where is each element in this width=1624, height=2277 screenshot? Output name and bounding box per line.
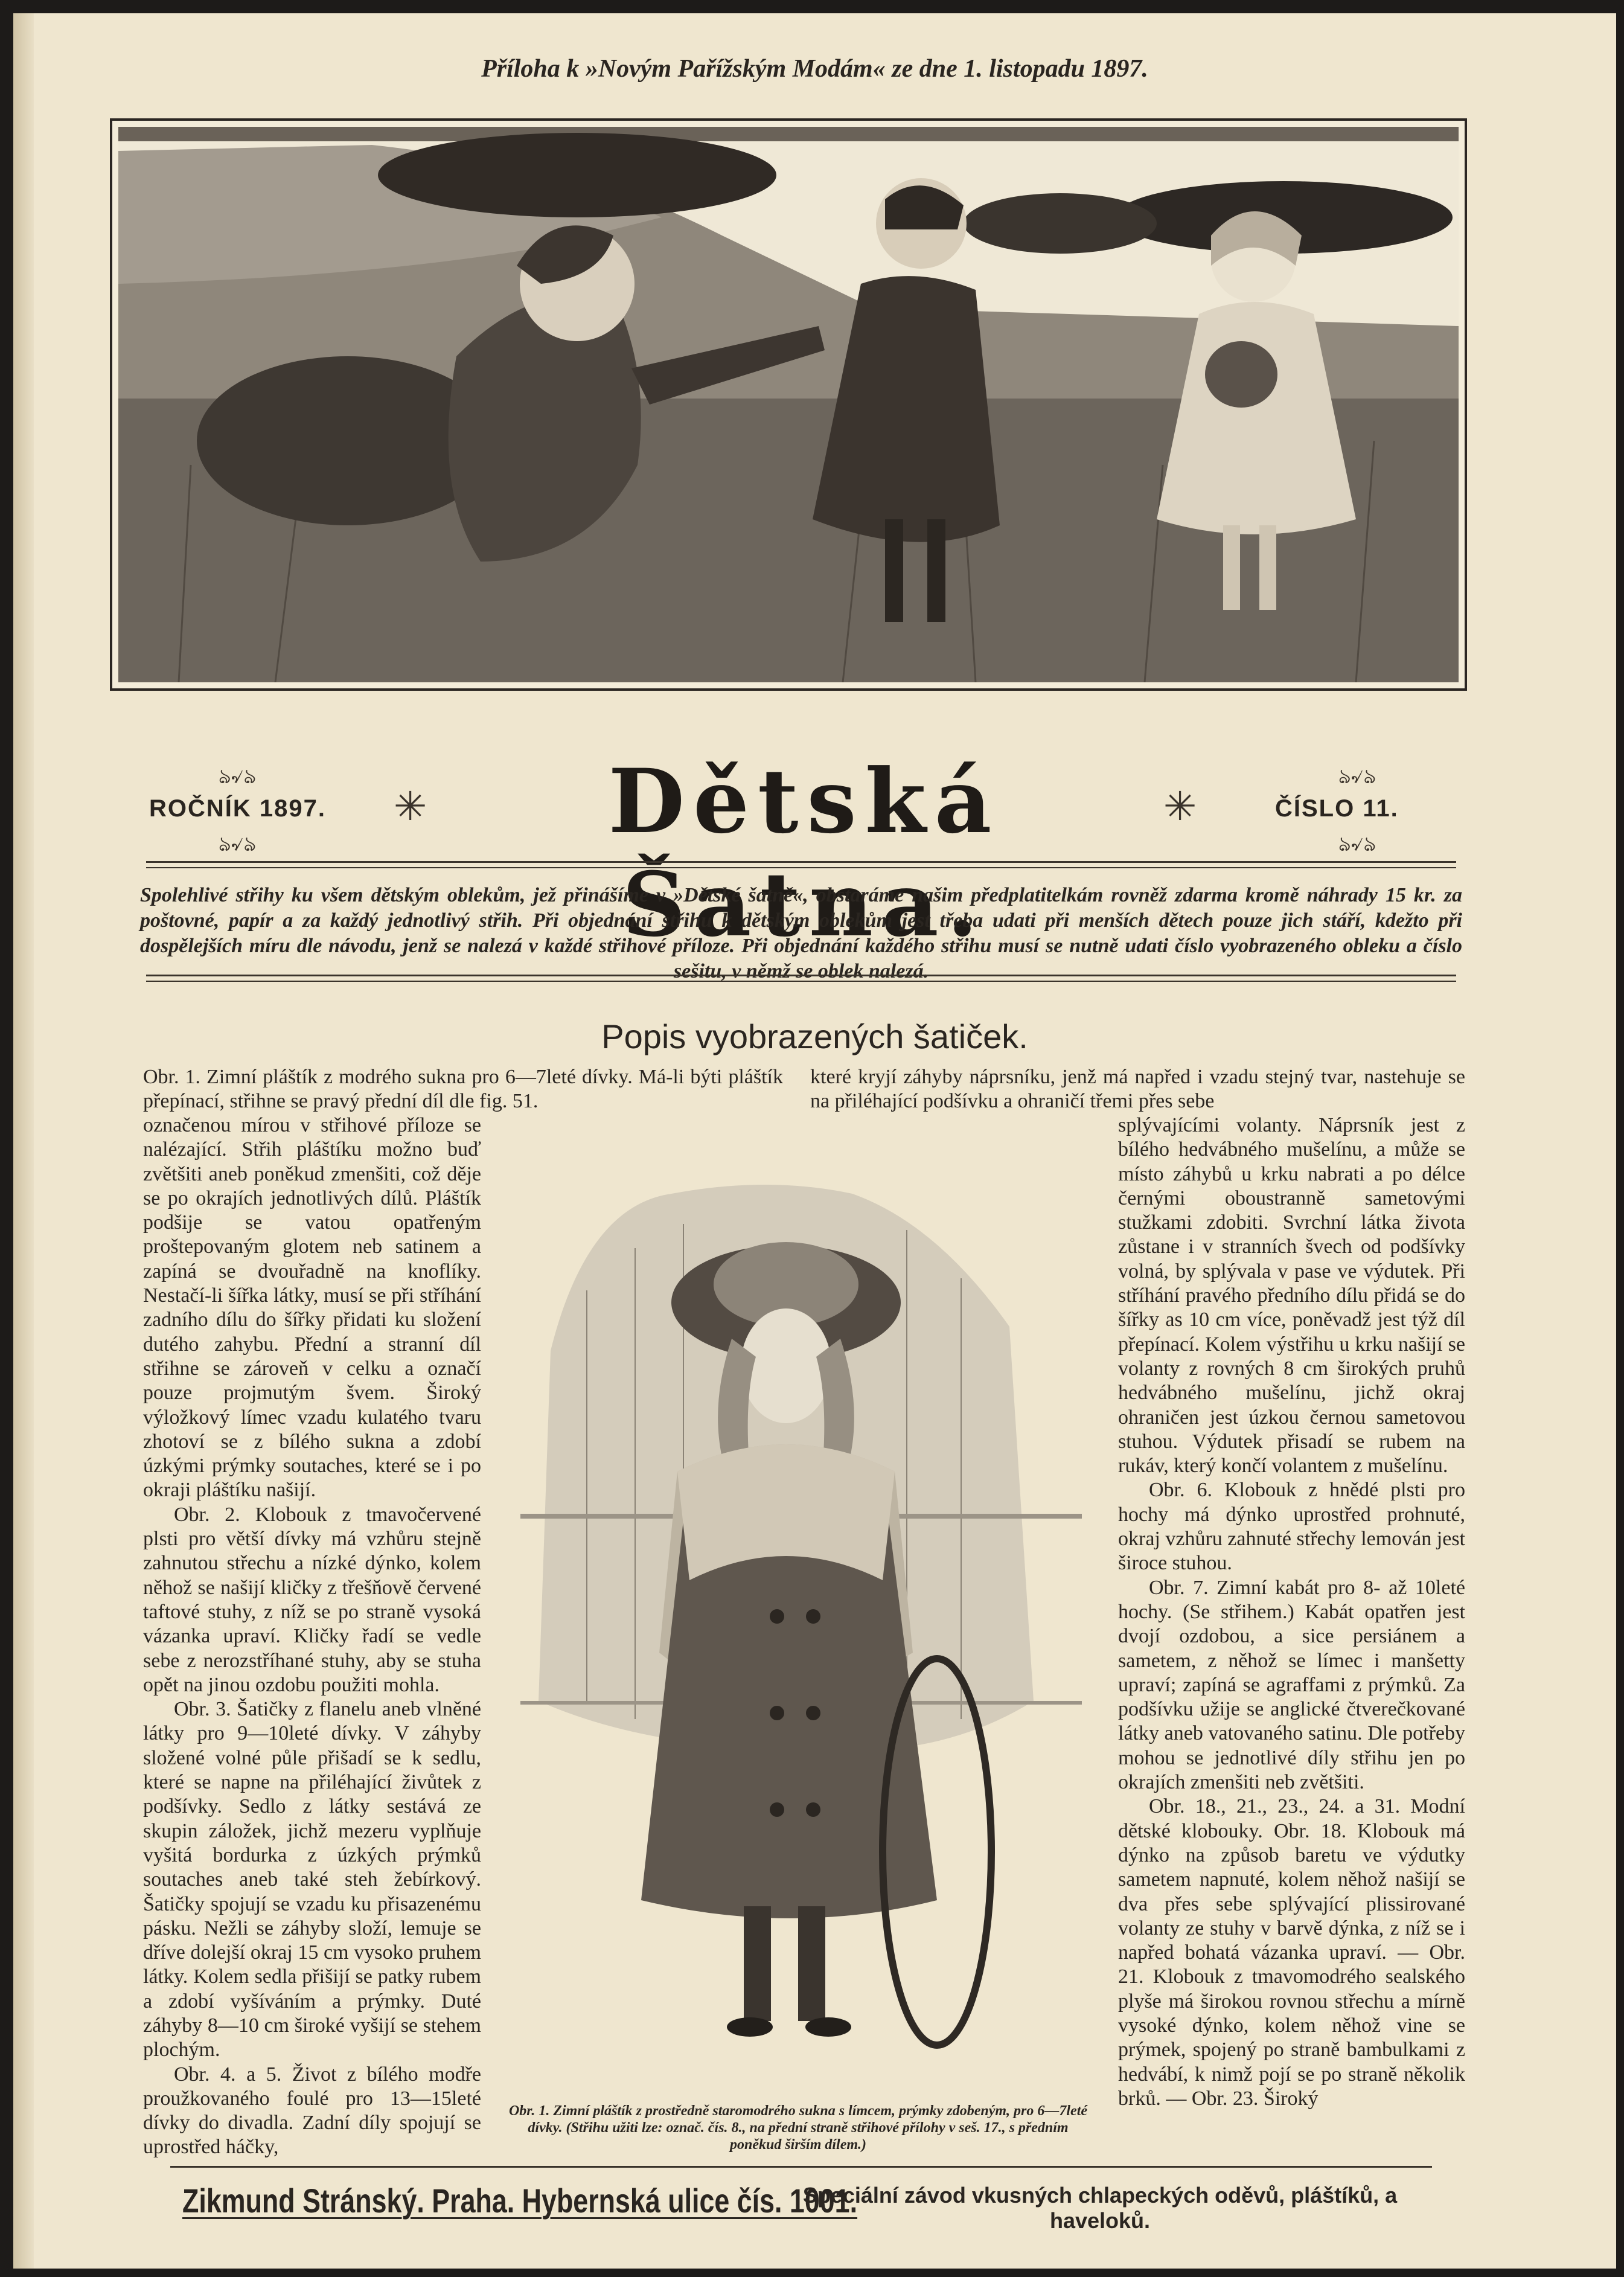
magazine-title: Dětská Šatna. bbox=[608, 750, 1000, 956]
ornament-right-top: ঌ৵ঌ bbox=[1338, 765, 1376, 788]
footer-divider bbox=[170, 2166, 1432, 2168]
paragraph-obr-2: Obr. 2. Klobouk z tmavočervené plsti pro větší dívky má vzhůru stejně zahnutou střechu a nízké dýnko, kolem něhož se našijí kličky z třešňově červené taftové stuhy, z níž se po straně vysoká vázanka upraví. Kličky řadí se vedle sebe z nerozstříhané stuhy, aby se stuha opět na jinou ozdobu použiti mohla. bbox=[143, 1503, 481, 1696]
section-heading: Popis vyobrazených šatiček. bbox=[601, 1017, 1028, 1055]
divider bbox=[146, 867, 1456, 868]
divider bbox=[146, 861, 1456, 863]
asterisk-right-icon: ✳ bbox=[1163, 784, 1197, 828]
advert-company-address: Zikmund Stránský. Praha. Hybernská ulice čís. 1001. bbox=[182, 2182, 858, 2220]
paragraph-obr-4-5-continued: splývajícími volanty. Náprsník jest z bílého hedvábného mušelínu, a může se místo záhybů u krku nabrati a po délce černými oboustranně sametovými stužkami zdobiti. Svrchní látka života zůstane i v stranních švech od podšívky volná, by splývala v pase ve výdutek. Při stříhání pravého předního dílu přidá se do šířky as 10 cm více, poněvadž jest týž díl přepínací. Kolem výstřihu u krku našijí se volanty z rovných 8 cm širokých pruhů hedvábného mušelínu, jichž okraj ohraničen jest úzkou černou sametovou stuhou. Výdutek přisadí se rubem na rukáv, který končí volantem z mušelínu. bbox=[1118, 1114, 1465, 1478]
advert-specialty: Speciální závod vkusných chlapeckých oděvů, pláštíků, a haveloků. bbox=[802, 2183, 1398, 2233]
page bbox=[13, 13, 1616, 2269]
right-column-top: které kryjí záhyby náprsníku, jenž má napřed i vzadu stejný tvar, nastehuje se na přiléhající podšívku a ohraničí třemi přes sebe bbox=[810, 1066, 1465, 1113]
ornament-left-top: ঌ৵ঌ bbox=[219, 765, 257, 788]
ornament-left-bottom: ঌ৵ঌ bbox=[219, 833, 257, 856]
figure-caption: Obr. 1. Zimní pláštík z prostředně staromodrého sukna s límcem, prýmky zdobeným, pro 6—7leté dívky. (Střihu užiti lze: označ. čís. 8., na přední straně střihové přílohy v seš. 17., s předním poněkud širším dílem.) bbox=[508, 2103, 1088, 2153]
left-column-top: Obr. 1. Zimní pláštík z modrého sukna pro 6—7leté dívky. Má-li býti pláštík přepínací, střihne se pravý přední díl dle fig. 51. bbox=[143, 1066, 783, 1113]
fig-1-winter-coat-drawing bbox=[514, 1158, 1088, 2087]
issue-label: ČÍSLO 11. bbox=[1275, 795, 1399, 822]
paragraph-hats: Obr. 18., 21., 23., 24. a 31. Modní dětské klobouky. Obr. 18. Klobouk má dýnko na způsob baretu ve výdutky sametem napnuté, kolem něhož našijí se dva přes sebe splývající plissirované volanty ze stuhy v barvě dýnka, z níž se i napřed bohatá vázanka upraví. — Obr. 21. Klobouk z tmavomodrého sealského plyše má širokou rovnou střechu a mírně vysoké dýnko, kolem něhož vine se prýmek, spojený po straně bambulkami z hedvábí, k nimž pojí se po straně několik brků. — Obr. 23. Široký bbox=[1118, 1795, 1465, 2110]
page-spine bbox=[13, 13, 34, 2269]
left-column-body bbox=[143, 1113, 481, 2160]
ornament-right-bottom: ঌ৵ঌ bbox=[1338, 833, 1376, 856]
paragraph-obr-7: Obr. 7. Zimní kabát pro 8- až 10leté hochy. (Se střihem.) Kabát opatřen jest dvojí ozdobou, a sice persiánem a sametem, z něhož se límec i manšetty upraví; zapíná se agraffami z prýmků. Za podšívku užije se anglické čtverečkované látky aneb vatovaného satinu. Dle potřeby mohou se jednotlivé díly střihu jen po okrajích zmenšiti neb zvětšiti. bbox=[1118, 1576, 1465, 1794]
paragraph-obr-1-continued: označenou mírou v střihové příloze se nalézající. Střih pláštíku možno buď zvětšiti aneb poněkud zmenšiti, což děje se po okrajích jednotlivých dílů. Pláštík podšije se vatou opatřeným proštepovaným glotem neb satinem a zapíná se dvouřadně na knoflíky. Nestačí-li šířka látky, musí se při stříhání zadního dílu do šířky přidati ku složení dutého zahybu. Přední a stranní díl střihne se zároveň v celku a označí pouze projmutým švem. Široký výložkový límec vzadu kulatého tvaru zhotoví se z bílého sukna a zdobí úzkými prýmky soutaches, které se i po okraji pláštíku našijí. bbox=[143, 1114, 481, 1502]
paragraph-obr-4-5: Obr. 4. a 5. Život z bílého modře proužkovaného foulé pro 13—15leté dívky do divadla. Zadní díly spojují se uprostřed háčky, bbox=[143, 2063, 481, 2159]
supplement-line: Příloha k »Novým Pařížským Modám« ze dne 1. listopadu 1897. bbox=[481, 55, 1148, 83]
header-illustration bbox=[110, 118, 1467, 691]
paragraph-obr-6: Obr. 6. Klobouk z hnědé plsti pro hochy má dýnko uprostřed prohnuté, okraj vzhůru zahnuté střechy lemován jest široce stuhou. bbox=[1118, 1479, 1465, 1575]
subscription-notice: Spolehlivé střihy ku všem dětským oblekům, jež přinášíme v »Dětské šatně«, obstaráme našim předplatitelkám rovněž zdarma kromě náhrady 15 kr. za poštovné, papír a za každý jednotlivý střih. Při objednání střihu k dětským oblekům jest třeba udati při menších dětech pouze jich stáří, kdežto při dospělejších míru dle návodu, jenž se nalezá v každé střihové příloze. Při objednání každého střihu musí se nutně udati číslo vyobrazeného obleku a číslo sešitu, v němž se oblek nalezá. bbox=[140, 884, 1462, 982]
volume-label: ROČNÍK 1897. bbox=[149, 795, 326, 822]
children-in-meadow-illustration bbox=[118, 127, 1459, 682]
paragraph-obr-3: Obr. 3. Šatičky z flanelu aneb vlněné látky pro 9—10leté dívky. V záhyby složené volné půle přišadí se k sedlu, které se napne na přiléhající živůtek z podšívky. Sedlo z látky sestává ze skupin záložek, jichž mezeru vyplňuje vyšitá bordurka z úzkých prýmků soutaches aneb také steh žebírkový. Šatičky spojují se vzadu ku přisazenému pásku. Nežli se záhyby složí, lemuje se dříve dolejší okraj 15 cm vysoko pruhem látky. Kolem sedla přišijí se patky rubem a zdobí vyšíváním a prýmky. Duté záhyby 8—10 cm široké vyšijí se stehem plochým. bbox=[143, 1698, 481, 2061]
asterisk-left-icon: ✳ bbox=[394, 784, 427, 828]
right-column-body bbox=[1118, 1113, 1465, 2111]
divider bbox=[146, 975, 1456, 976]
divider bbox=[146, 981, 1456, 982]
girl-coat-illustration bbox=[514, 1158, 1088, 2087]
